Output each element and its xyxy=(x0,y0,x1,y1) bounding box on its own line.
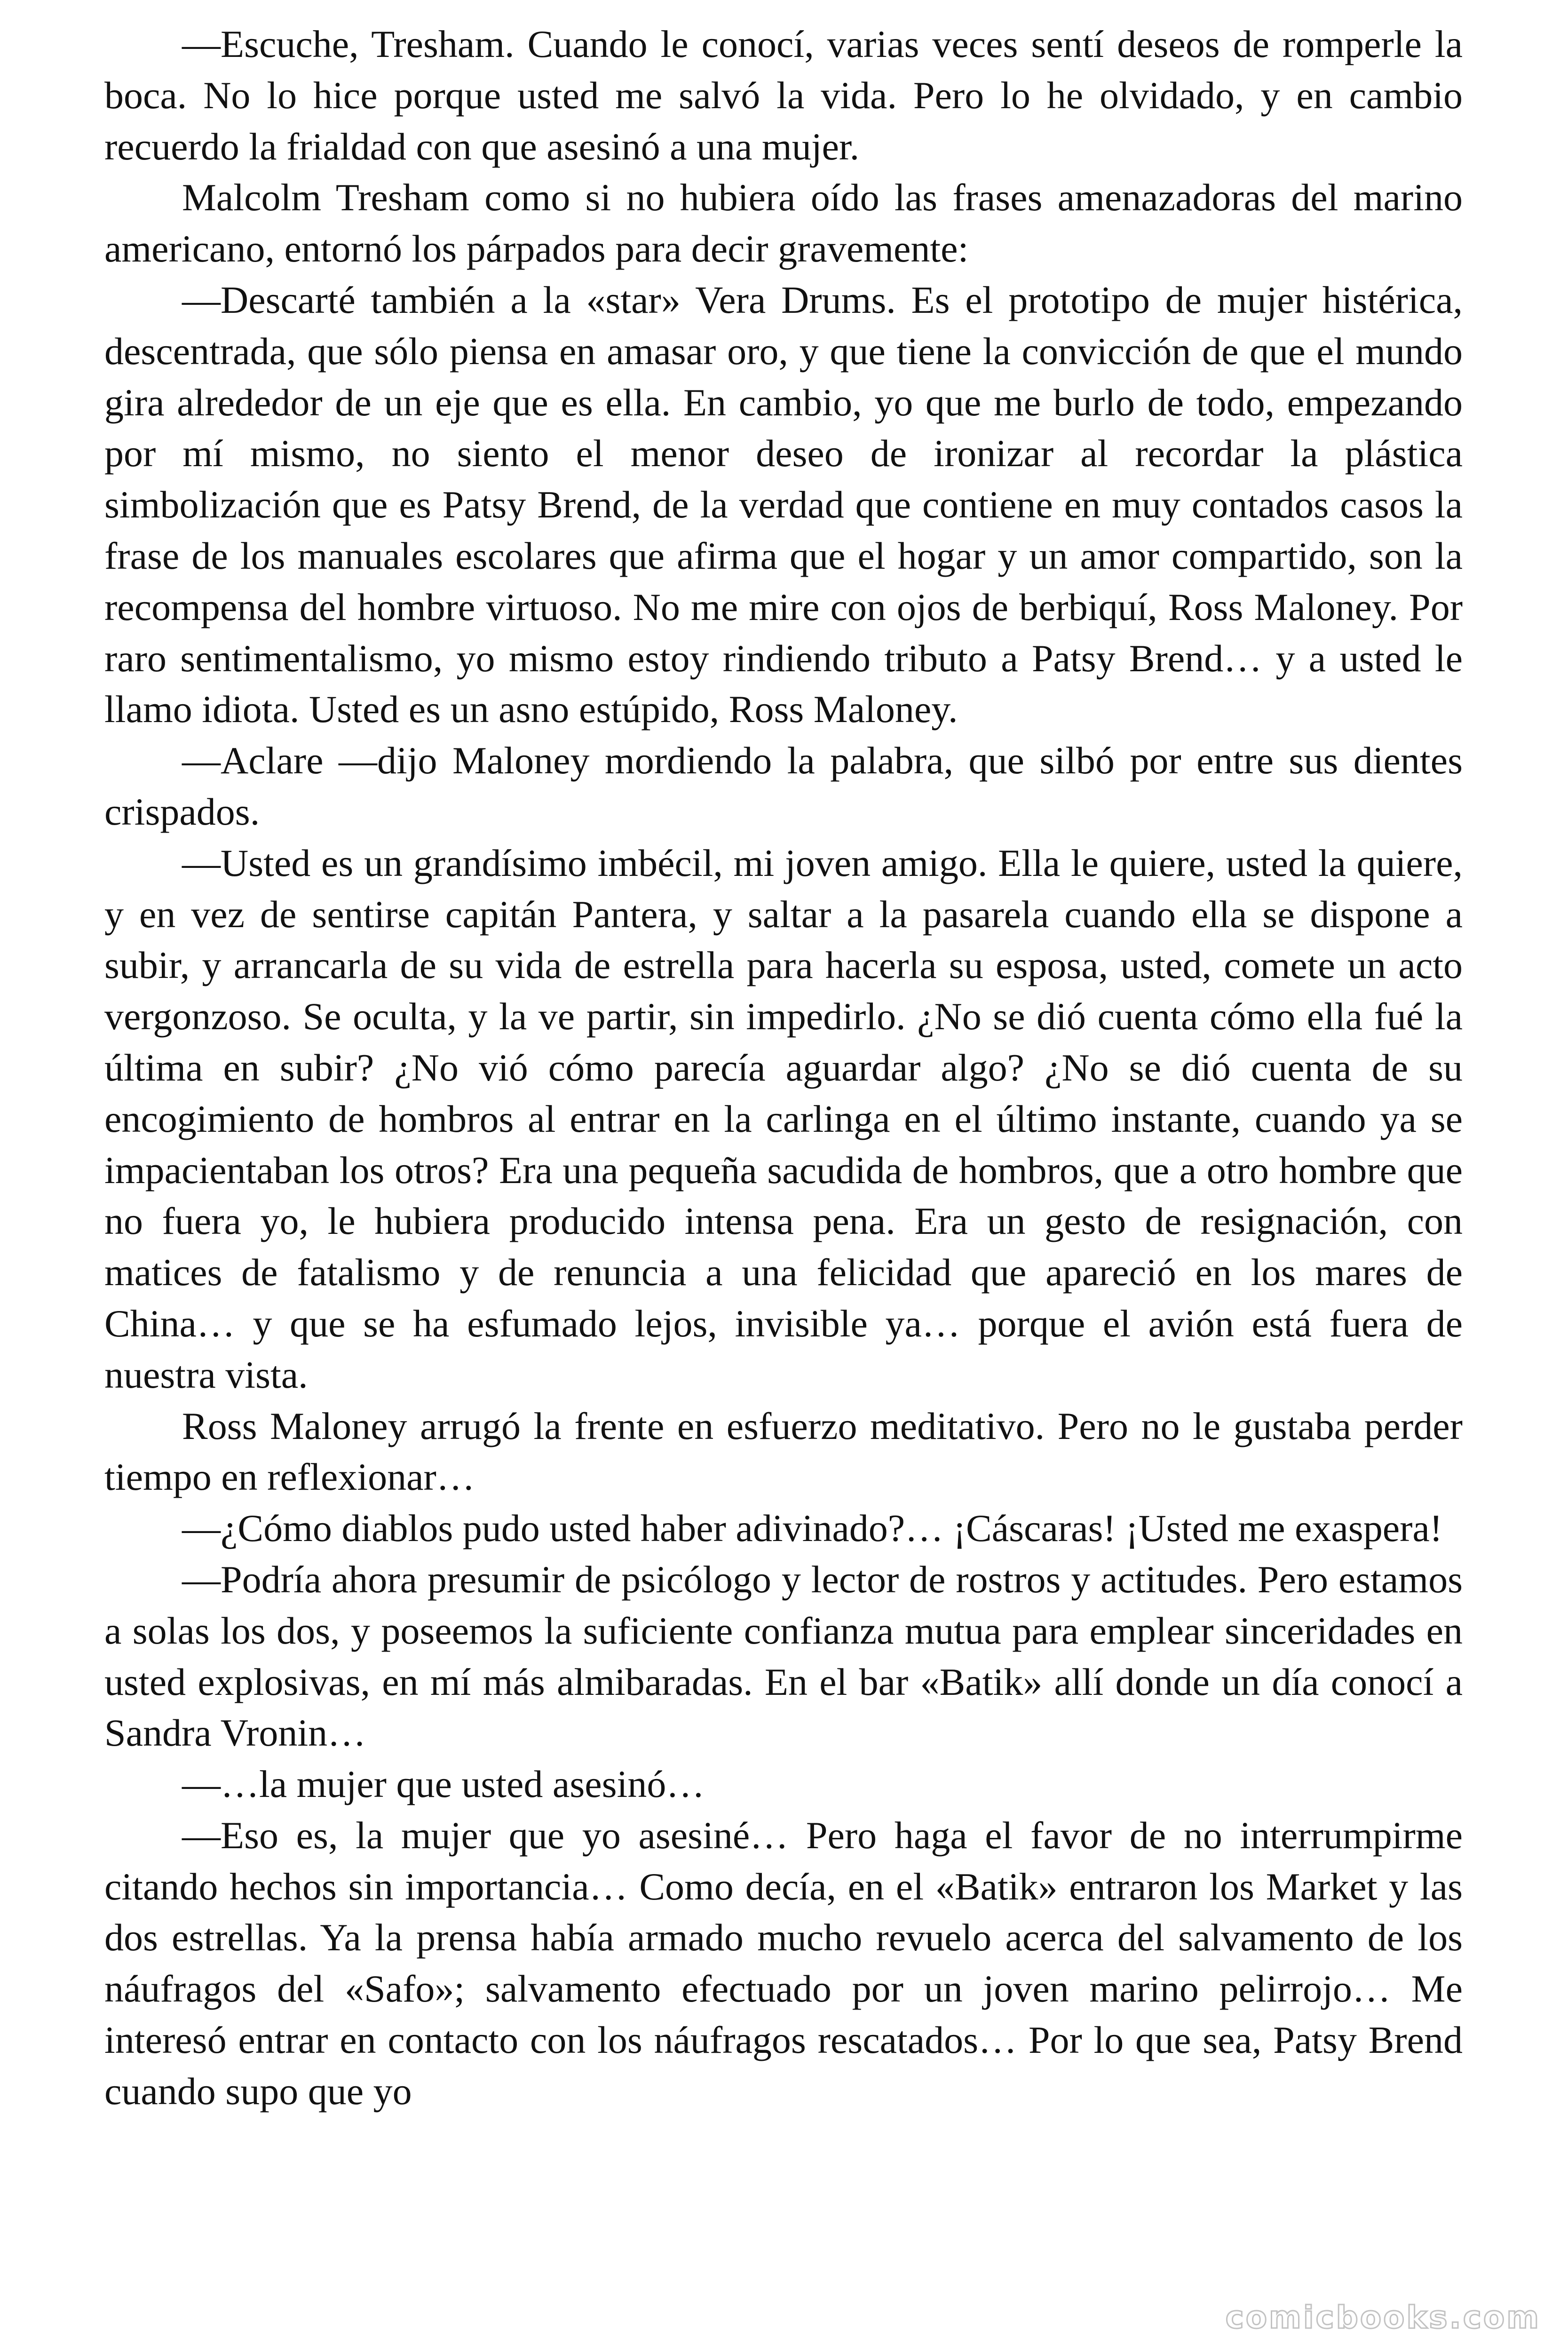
paragraph-2: Malcolm Tresham como si no hubiera oído las frases amenazadoras del marino americano, entornó los párpados para decir gravemente: xyxy=(104,176,1463,270)
paragraph-7: —¿Cómo diablos pudo usted haber adivinado?… ¡Cáscaras! ¡Usted me exaspera! xyxy=(182,1507,1443,1550)
paragraph-8: —Podría ahora presumir de psicólogo y lector de rostros y actitudes. Pero estamos a solas los dos, y poseemos la suficiente confianza mutua para emplear sinceridades en usted explosivas, en mí más almibaradas. En el bar «Batik» allí donde un día conocí a Sandra Vronin… xyxy=(104,1557,1463,1755)
book-page-text xyxy=(104,19,1463,2117)
paragraph-10: —Eso es, la mujer que yo asesiné… Pero haga el favor de no interrumpirme citando hechos sin importancia… Como decía, en el «Batik» entraron los Market y las dos estrellas. Ya la prensa había armado mucho revuelo acerca del salvamento de los náufragos del «Safo»; salvamento efectuado por un joven marino pelirrojo… Me interesó entrar en contacto con los náufragos rescatados… Por lo que sea, Patsy Brend cuando supo que yo xyxy=(104,1813,1463,2113)
paragraph-1: —Escuche, Tresham. Cuando le conocí, varias veces sentí deseos de romperle la boca. No lo hice porque usted me salvó la vida. Pero lo he olvidado, y en cambio recuerdo la frialdad con que asesinó a una mujer. xyxy=(104,23,1463,168)
paragraph-6: Ross Maloney arrugó la frente en esfuerzo meditativo. Pero no le gustaba perder tiempo en reflexionar… xyxy=(104,1404,1463,1499)
site-watermark: comicbooks.com xyxy=(1225,2299,1541,2336)
paragraph-9: —…la mujer que usted asesinó… xyxy=(182,1763,705,1806)
paragraph-5: —Usted es un grandísimo imbécil, mi joven amigo. Ella le quiere, usted la quiere, y en vez de sentirse capitán Pantera, y saltar a la pasarela cuando ella se dispone a subir, y arrancarla de su vida de estrella para hacerla su esposa, usted, comete un acto vergonzoso. Se oculta, y la ve partir, sin impedirlo. ¿No se dió cuenta cómo ella fué la última en subir? ¿No vió cómo parecía aguardar algo? ¿No se dió cuenta de su encogimiento de hombros al entrar en la carlinga en el último instante, cuando ya se impacientaban los otros? Era una pequeña sacudida de hombros, que a otro hombre que no fuera yo, le hubiera producido intensa pena. Era un gesto de resignación, con matices de fatalismo y de renuncia a una felicidad que apareció en los mares de China… y que se ha esfumado lejos, invisible ya… porque el avión está fuera de nuestra vista. xyxy=(104,841,1463,1396)
paragraph-3: —Descarté también a la «star» Vera Drums. Es el prototipo de mujer histérica, descentrada, que sólo piensa en amasar oro, y que tiene la convicción de que el mundo gira alrededor de un eje que es ella. En cambio, yo que me burlo de todo, empezando por mí mismo, no siento el menor deseo de ironizar al recordar la plástica simbolización que es Patsy Brend, de la verdad que contiene en muy contados casos la frase de los manuales escolares que afirma que el hogar y un amor compartido, son la recompensa del hombre virtuoso. No me mire con ojos de berbiquí, Ross Maloney. Por raro sentimentalismo, yo mismo estoy rindiendo tributo a Patsy Brend… y a usted le llamo idiota. Usted es un asno estúpido, Ross Maloney. xyxy=(104,278,1463,731)
paragraph-4: —Aclare —dijo Maloney mordiendo la palabra, que silbó por entre sus dientes crispados. xyxy=(104,739,1463,833)
